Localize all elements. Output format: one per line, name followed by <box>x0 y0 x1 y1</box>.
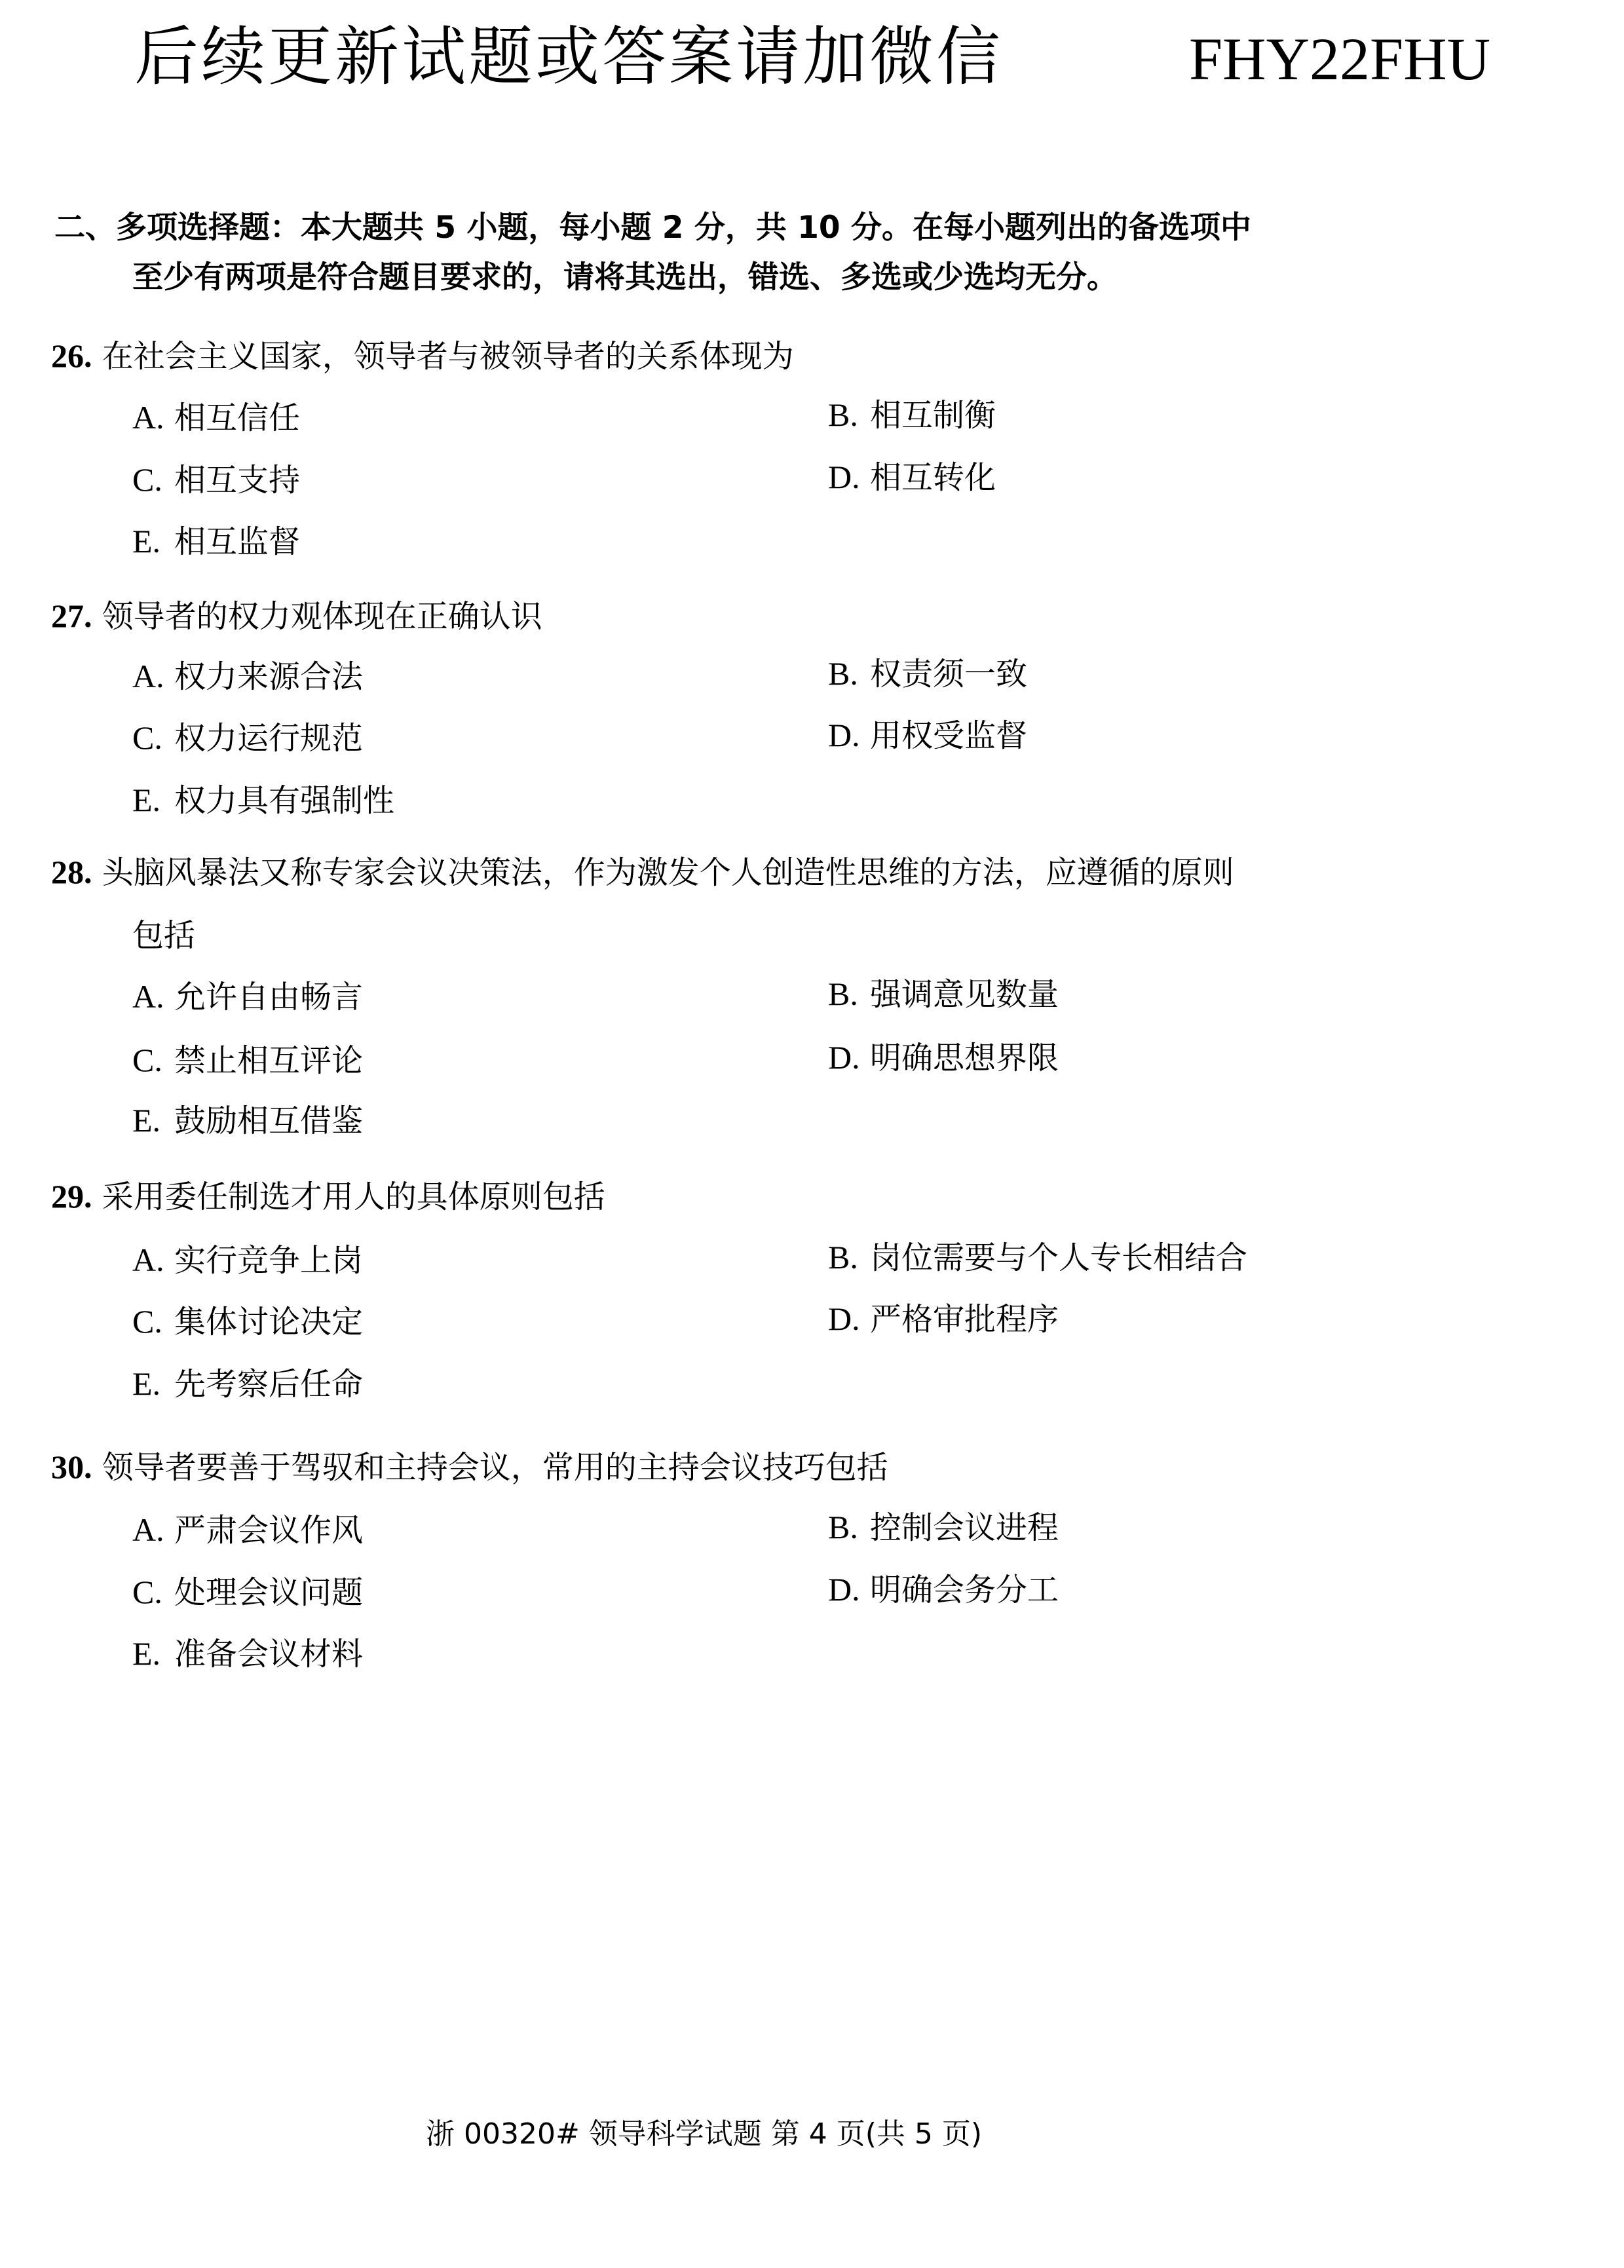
option-e[interactable] <box>132 1365 364 1403</box>
question-number: 26. <box>51 337 92 374</box>
option-letter: D. <box>828 717 860 753</box>
option-text: 相互转化 <box>870 459 996 496</box>
option-text: 明确会务分工 <box>870 1572 1059 1608</box>
option-text: 相互监督 <box>174 523 301 560</box>
option-letter: B. <box>828 1239 858 1276</box>
question-number: 30. <box>51 1448 92 1485</box>
page-footer: 浙 00320# 领导科学试题 第 4 页(共 5 页) <box>426 2117 983 2151</box>
option-text: 权责须一致 <box>870 656 1028 692</box>
question-text: 领导者的权力观体现在正确认识 <box>102 598 542 635</box>
option-letter: C. <box>132 1303 162 1340</box>
option-letter: C. <box>132 719 162 756</box>
option-letter: A. <box>132 978 164 1015</box>
option-text: 相互制衡 <box>870 397 996 434</box>
option-text: 严格审批程序 <box>870 1301 1059 1338</box>
option-text: 强调意见数量 <box>870 976 1059 1013</box>
option-d[interactable] <box>828 717 1028 754</box>
option-text: 岗位需要与个人专长相结合 <box>870 1239 1248 1276</box>
option-letter: B. <box>828 1509 858 1545</box>
option-text: 实行竞争上岗 <box>174 1242 364 1279</box>
option-letter: E. <box>132 1635 161 1672</box>
option-b[interactable] <box>828 1241 1247 1274</box>
option-a[interactable] <box>132 401 300 434</box>
section-heading-line2: 至少有两项是符合题目要求的，请将其选出，错选、多选或少选均无分。 <box>132 259 1118 295</box>
option-a[interactable] <box>132 1241 364 1279</box>
option-letter: A. <box>132 399 164 436</box>
option-text: 权力来源合法 <box>174 658 364 695</box>
option-c[interactable] <box>132 1305 363 1338</box>
question-number: 28. <box>51 854 92 890</box>
option-text: 用权受监督 <box>870 717 1028 754</box>
option-d[interactable] <box>828 459 996 496</box>
option-letter: E. <box>132 523 161 559</box>
option-letter: B. <box>828 655 858 692</box>
option-c[interactable] <box>132 461 301 499</box>
option-b[interactable] <box>828 1509 1059 1546</box>
option-letter: D. <box>828 459 860 495</box>
question-stem <box>51 597 542 635</box>
question-text: 采用委任制选才用人的具体原则包括 <box>102 1179 605 1215</box>
option-letter: E. <box>132 1102 161 1139</box>
option-text: 明确思想界限 <box>870 1040 1059 1076</box>
option-text: 相互信任 <box>174 400 301 436</box>
question-stem-continued: 包括 <box>132 917 196 954</box>
wechat-notice: 后续更新试题或答案请加微信 <box>134 20 1004 94</box>
option-a[interactable] <box>132 980 363 1013</box>
option-letter: D. <box>828 1300 860 1337</box>
question-number: 27. <box>51 597 92 634</box>
option-d[interactable] <box>828 1300 1059 1338</box>
option-letter: B. <box>828 975 858 1012</box>
option-text: 处理会议问题 <box>174 1574 364 1611</box>
option-c[interactable] <box>132 719 364 757</box>
question-stem <box>51 1448 888 1486</box>
option-c[interactable] <box>132 1574 364 1611</box>
option-text: 先考察后任命 <box>174 1366 364 1403</box>
question-text: 领导者要善于驾驭和主持会议，常用的主持会议技巧包括 <box>102 1449 888 1486</box>
question-text: 在社会主义国家，领导者与被领导者的关系体现为 <box>102 338 794 375</box>
option-e[interactable] <box>132 525 300 558</box>
section-heading-line1: 二、多项选择题：本大题共 5 小题，每小题 2 分，共 10 分。在每小题列出的备选项中 <box>54 210 1251 246</box>
option-e[interactable] <box>132 1104 363 1137</box>
option-a[interactable] <box>132 1511 364 1549</box>
option-d[interactable] <box>828 1041 1059 1074</box>
option-letter: B. <box>828 396 858 433</box>
question-stem <box>51 337 794 375</box>
option-letter: C. <box>132 1042 162 1078</box>
option-b[interactable] <box>828 975 1059 1013</box>
question-stem <box>51 1180 605 1213</box>
option-letter: D. <box>828 1571 860 1608</box>
option-letter: A. <box>132 658 164 694</box>
option-b[interactable] <box>828 396 996 434</box>
option-d[interactable] <box>828 1573 1059 1606</box>
option-letter: E. <box>132 1365 161 1402</box>
wechat-id: FHY22FHU <box>1189 26 1491 92</box>
option-e[interactable] <box>132 782 395 819</box>
option-text: 准备会议材料 <box>174 1636 364 1673</box>
option-a[interactable] <box>132 658 364 695</box>
option-text: 鼓励相互借鉴 <box>174 1103 364 1139</box>
option-text: 禁止相互评论 <box>174 1042 364 1079</box>
option-letter: C. <box>132 1574 162 1610</box>
question-text: 头脑风暴法又称专家会议决策法，作为激发个人创造性思维的方法，应遵循的原则 <box>102 854 1234 891</box>
option-letter: A. <box>132 1511 164 1548</box>
option-letter: D. <box>828 1039 860 1076</box>
option-text: 集体讨论决定 <box>174 1304 364 1340</box>
option-text: 权力具有强制性 <box>174 782 395 819</box>
question-number: 29. <box>51 1178 92 1215</box>
option-b[interactable] <box>828 657 1027 690</box>
option-text: 严肃会议作风 <box>174 1512 364 1549</box>
option-letter: A. <box>132 1241 164 1278</box>
option-c[interactable] <box>132 1042 364 1079</box>
option-e[interactable] <box>132 1635 364 1673</box>
option-text: 允许自由畅言 <box>174 979 364 1015</box>
question-stem <box>51 854 1234 891</box>
option-text: 相互支持 <box>174 462 301 499</box>
option-text: 控制会议进程 <box>870 1509 1059 1546</box>
option-letter: E. <box>132 782 161 818</box>
option-letter: C. <box>132 461 162 498</box>
option-text: 权力运行规范 <box>174 720 364 757</box>
